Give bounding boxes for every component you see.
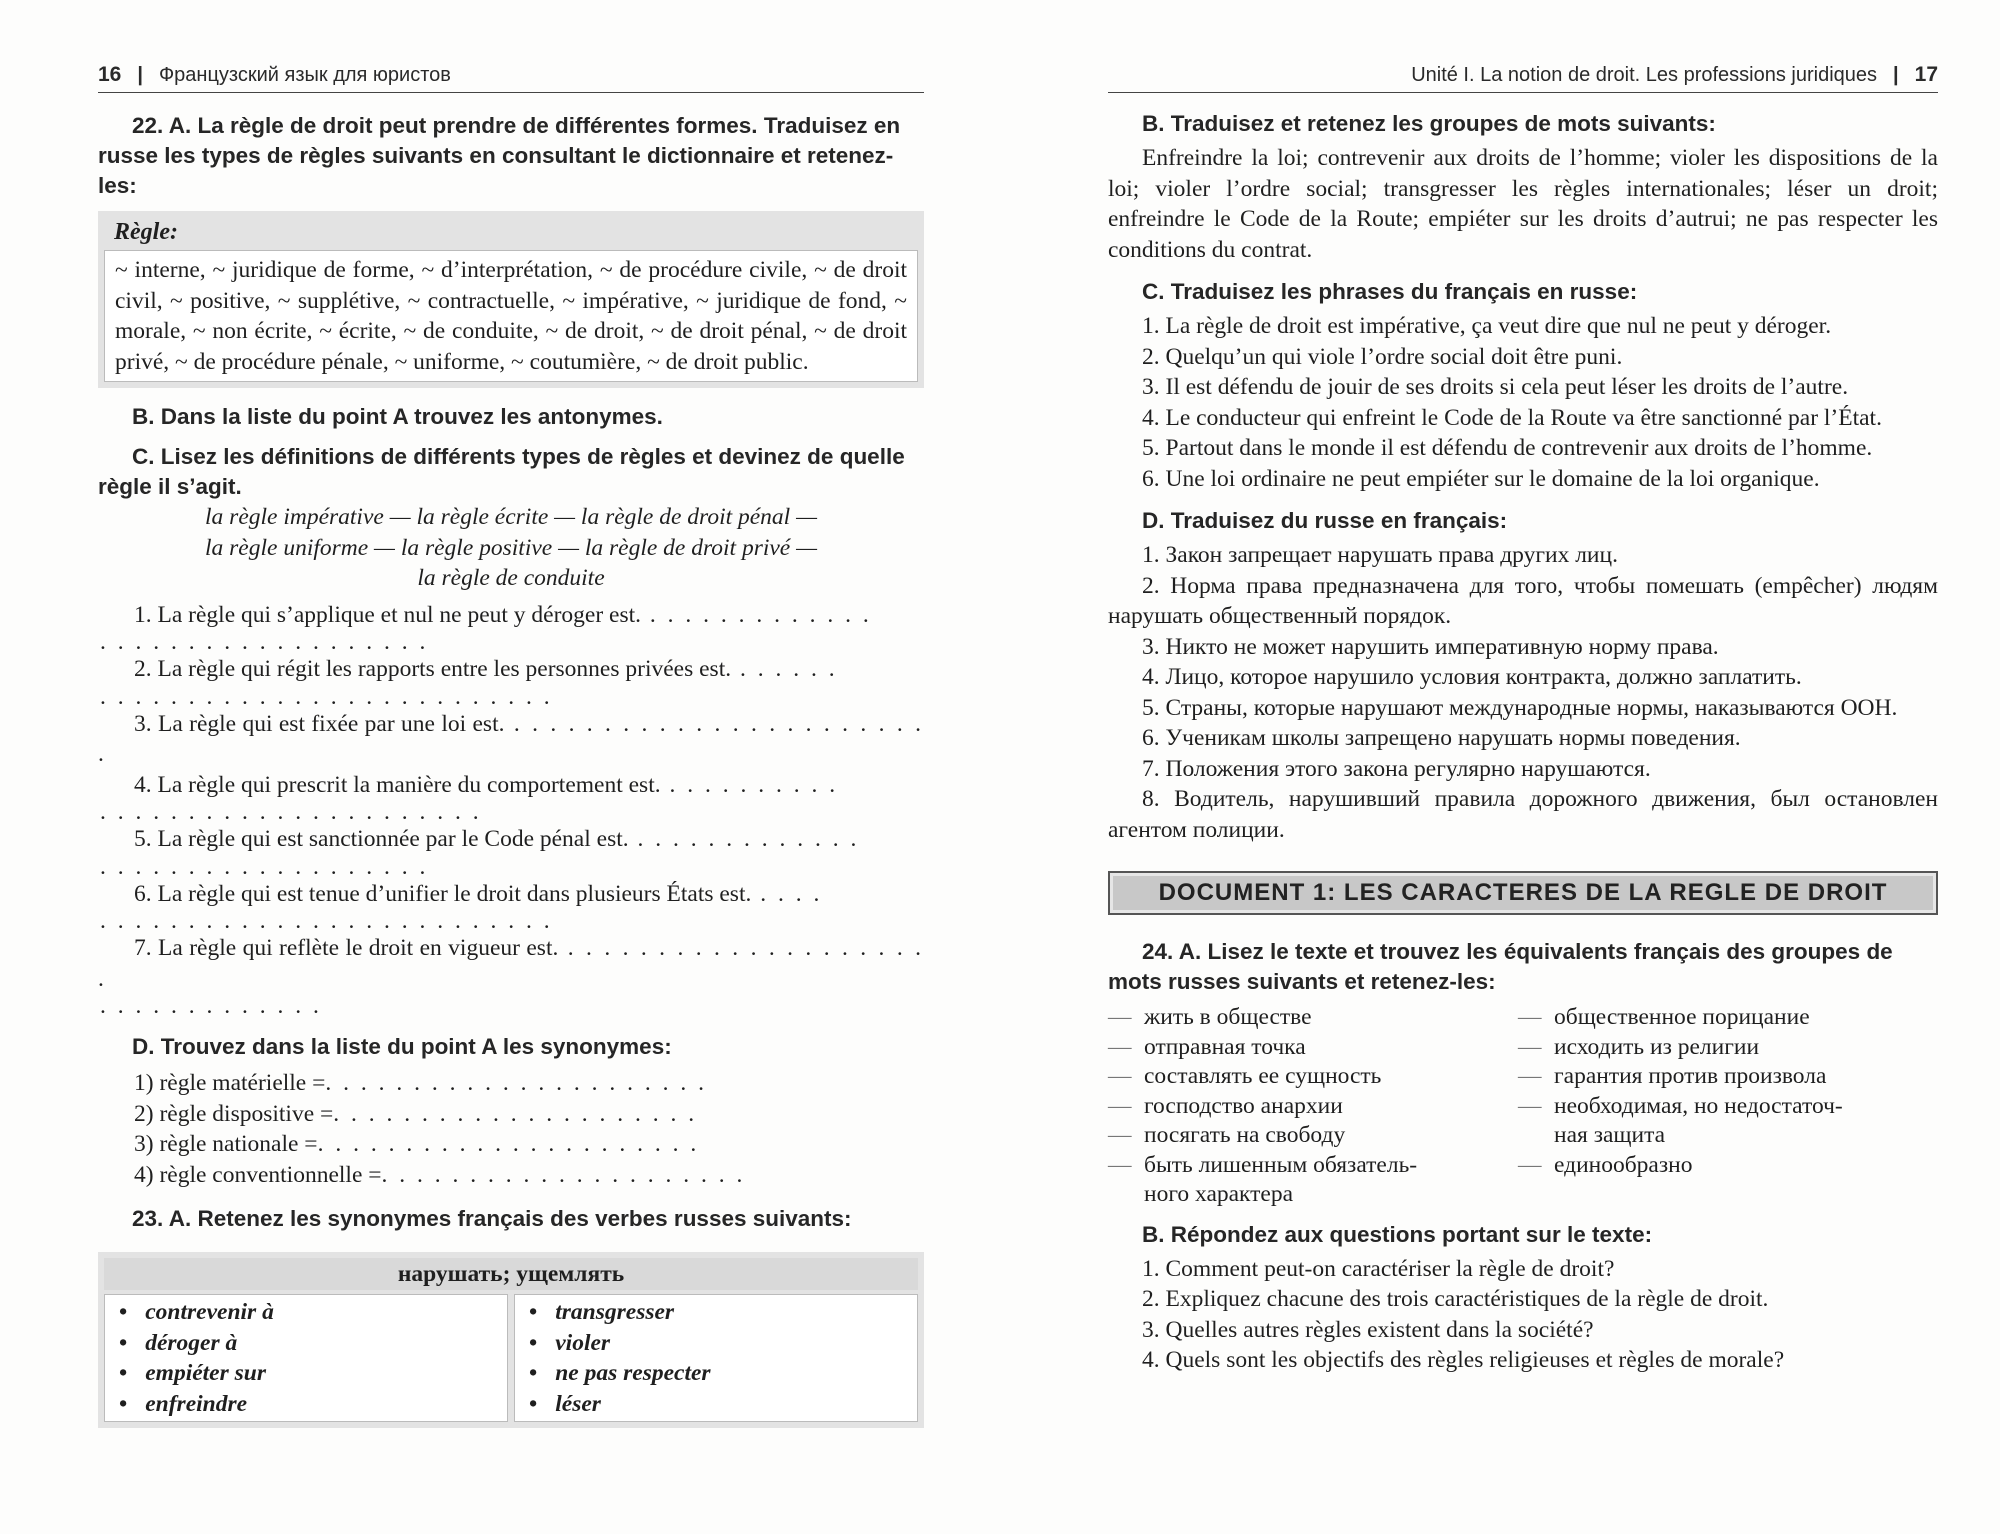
left-column xyxy=(98,0,924,1428)
synonym-table-col-2 xyxy=(514,1294,918,1422)
table-cell-item: • enfreindre xyxy=(119,1389,493,1420)
left-running-title: Французский язык для юристов xyxy=(158,64,451,86)
regle-box-label: Règle: xyxy=(114,219,178,245)
translate-fr-list xyxy=(1108,311,1938,494)
task-22c: C. Lisez les définitions de différents types de règles et devinez de quelle règle il s’agit. xyxy=(98,444,905,499)
task-22d: D. Trouvez dans la liste du point A les synonymes: xyxy=(132,1034,672,1059)
task-23a: 23. A. Retenez les synonymes français des verbes russes suivants: xyxy=(132,1206,852,1231)
right-page-number: 17 xyxy=(1914,63,1938,86)
equivalents-col-2 xyxy=(1518,1003,1938,1210)
right-page xyxy=(1000,0,2000,1534)
table-cell-item: • contrevenir à xyxy=(119,1297,493,1328)
list-item: — отправная точка xyxy=(1108,1033,1306,1060)
synonym-item: 1) règle matérielle =. . . . . . . . . . . . . . . . . . . . . . xyxy=(134,1070,707,1096)
table-cell-item: • transgresser xyxy=(529,1297,903,1328)
centered-line: la règle impérative — la règle écrite — la règle de droit pénal — xyxy=(205,504,817,530)
list-item: — посягать на свободу xyxy=(1108,1122,1346,1148)
left-page-number: 16 xyxy=(98,63,122,86)
task-23c: C. Traduisez les phrases du français en russe: xyxy=(1142,279,1638,304)
definition-item: 7. La règle qui reflète le droit en vigueur est. . . . . . . . . . . . . . . . . . . . . . . . . . . . . . . . . . . xyxy=(98,935,924,1019)
synonym-list xyxy=(98,1068,924,1190)
list-item: — гарантия против произвола xyxy=(1518,1063,1827,1089)
synonym-table-header: нарушать; ущемлять xyxy=(104,1258,918,1290)
definition-item: 6. La règle qui est tenue d’unifier le droit dans plusieurs États est. . . . . . . . . . . . . . . . . . . . . . . . . . . . . . . xyxy=(100,880,823,934)
table-cell-item: • empiéter sur xyxy=(119,1358,493,1389)
task-23d: D. Traduisez du russe en français: xyxy=(1142,508,1508,533)
task-23b: B. Traduisez et retenez les groupes de mots suivants: xyxy=(1142,111,1716,136)
synonym-item: 3) règle nationale =. . . . . . . . . . . . . . . . . . . . . . xyxy=(134,1131,700,1157)
list-item: 8. Водитель, нарушивший правила дорожного движения, был остановлен агентом полиции. xyxy=(1108,786,1938,843)
list-item: 2. Quelqu’un qui viole l’ordre social doit être puni. xyxy=(1142,343,1623,370)
list-item: — единообразно xyxy=(1518,1151,1693,1178)
list-item: — общественное порицание xyxy=(1518,1004,1810,1030)
synonym-table-row xyxy=(104,1294,918,1422)
regle-box-text: ~ interne, ~ juridique de forme, ~ d’interprétation, ~ de procédure civile, ~ de droit civil, ~ positive, ~ supplétive, ~ contractuelle, ~ impérative, ~ juridique de fond, ~ morale, ~ non écrite, ~ écrite, ~ de conduite, ~ de droit, ~ de droit pénal, ~ de droit privé, ~ de procédure pénale, ~ uniforme, ~ coutumière, ~ de droit public. xyxy=(104,250,918,382)
equivalents-col-1 xyxy=(1108,1003,1518,1210)
questions-list xyxy=(1108,1254,1938,1376)
task-22a: 22. A. La règle de droit peut prendre de différentes formes. Traduisez en russe les types de règles suivants en consultant le dictionnaire et retenez-les: xyxy=(98,113,901,198)
definition-list xyxy=(98,600,924,1019)
table-cell-item: • léser xyxy=(529,1389,903,1420)
centered-line: la règle uniforme — la règle positive — la règle de droit privé — xyxy=(205,534,817,561)
list-item: 5. Partout dans le monde il est défendu de contrevenir aux droits de l’homme. xyxy=(1142,435,1873,461)
list-item: — необходимая, но недостаточ- xyxy=(1518,1092,1843,1119)
equivalents-list xyxy=(1108,1003,1938,1210)
centered-line: la règle de conduite xyxy=(417,565,605,591)
question-item: 3. Quelles autres règles existent dans la société? xyxy=(1142,1316,1594,1343)
task-24b: B. Répondez aux questions portant sur le texte: xyxy=(1142,1221,1653,1247)
table-cell-item: • violer xyxy=(529,1328,903,1359)
list-item: 3. Il est défendu de jouir de ses droits si cela peut léser les droits de l’autre. xyxy=(1142,374,1849,400)
synonym-table xyxy=(98,1252,924,1428)
list-item: — жить в обществе xyxy=(1108,1004,1312,1030)
regle-box xyxy=(98,211,924,388)
definition-item: 5. La règle qui est sanctionnée par le Code pénal est. . . . . . . . . . . . . . . . . . . . . . . . . . . . . . . . . xyxy=(100,826,860,880)
question-item: 2. Expliquez chacune des trois caractéristiques de la règle de droit. xyxy=(1142,1286,1769,1312)
list-item: 6. Ученикам школы запрещено нарушать нормы поведения. xyxy=(1142,725,1741,751)
list-item: 3. Никто не может нарушить императивную норму права. xyxy=(1142,633,1719,660)
list-item-continuation: ного характера xyxy=(1144,1181,1294,1207)
question-item: 1. Comment peut-on caractériser la règle de droit? xyxy=(1142,1255,1615,1282)
list-item: 4. Лицо, которое нарушило условия контракта, должно заплатить. xyxy=(1142,664,1802,690)
right-running-title: Unité I. La notion de droit. Les professions juridiques xyxy=(1411,64,1878,86)
definition-item: 2. La règle qui régit les rapports entre les personnes privées est. . . . . . . . . . . . . . . . . . . . . . . . . . . . . . . . . xyxy=(100,656,838,710)
task-24a: 24. A. Lisez le texte et trouvez les équivalents français des groupes de mots russes suivants et retenez-les: xyxy=(1108,939,1893,994)
header-separator: | xyxy=(1893,64,1899,86)
synonym-table-col-1 xyxy=(104,1294,508,1422)
synonym-item: 2) règle dispositive =. . . . . . . . . . . . . . . . . . . . . xyxy=(134,1100,698,1127)
translate-ru-list xyxy=(1108,540,1938,845)
list-item: 7. Положения этого закона регулярно нарушаются. xyxy=(1142,755,1651,782)
table-cell-item: • ne pas respecter xyxy=(529,1358,903,1389)
list-item: 1. Закон запрещает нарушать права других лиц. xyxy=(1142,542,1618,568)
list-item: 5. Страны, которые нарушают международные нормы, наказываются ООН. xyxy=(1142,694,1898,721)
list-item-continuation: ная защита xyxy=(1554,1122,1666,1148)
list-item: 4. Le conducteur qui enfreint le Code de la Route va être sanctionné par l’État. xyxy=(1142,404,1882,431)
left-running-header xyxy=(98,58,924,93)
list-item: — исходить из религии xyxy=(1518,1033,1760,1060)
task-22b: B. Dans la liste du point A trouvez les antonymes. xyxy=(132,404,663,429)
table-cell-item: • déroger à xyxy=(119,1328,493,1359)
list-item: — составлять ее сущность xyxy=(1108,1063,1382,1089)
centered-rule-list xyxy=(98,502,924,594)
list-item: 6. Une loi ordinaire ne peut empiéter sur le domaine de la loi organique. xyxy=(1142,465,1820,492)
question-item: 4. Quels sont les objectifs des règles religieuses et règles de morale? xyxy=(1142,1347,1785,1373)
document-title-banner: DOCUMENT 1: LES CARACTERES DE LA REGLE DE DROIT xyxy=(1108,871,1938,915)
list-item: — господство анархии xyxy=(1108,1092,1343,1119)
definition-item: 1. La règle qui s’applique et nul ne peut y déroger est. . . . . . . . . . . . . . . . . . . . . . . . . . . . . . . . . xyxy=(100,601,872,655)
right-column xyxy=(1108,0,1938,1376)
task-23b-text: Enfreindre la loi; contrevenir aux droits de l’homme; violer les dispositions de la loi; violer l’ordre social; transgresser les règles internationales; léser un droit; enfreindre le Code de la Route; empiéter sur les droits d’autrui; ne pas respecter les conditions du contrat. xyxy=(1108,145,1938,263)
right-running-header xyxy=(1108,58,1938,93)
definition-item: 4. La règle qui prescrit la manière du comportement est. . . . . . . . . . . . . . . . . . . . . . . . . . . . . . . . . xyxy=(100,771,839,825)
list-item: — быть лишенным обязатель- xyxy=(1108,1151,1418,1178)
header-separator: | xyxy=(137,64,143,86)
synonym-item: 4) règle conventionnelle =. . . . . . . . . . . . . . . . . . . . . xyxy=(134,1161,746,1188)
list-item: 2. Норма права предназначена для того, чтобы помешать (empêcher) людям нарушать общественный порядок. xyxy=(1108,572,1938,629)
definition-item: 3. La règle qui est fixée par une loi est. . . . . . . . . . . . . . . . . . . . . . . . . xyxy=(98,710,924,767)
list-item: 1. La règle de droit est impérative, ça veut dire que nul ne peut y déroger. xyxy=(1142,313,1832,339)
